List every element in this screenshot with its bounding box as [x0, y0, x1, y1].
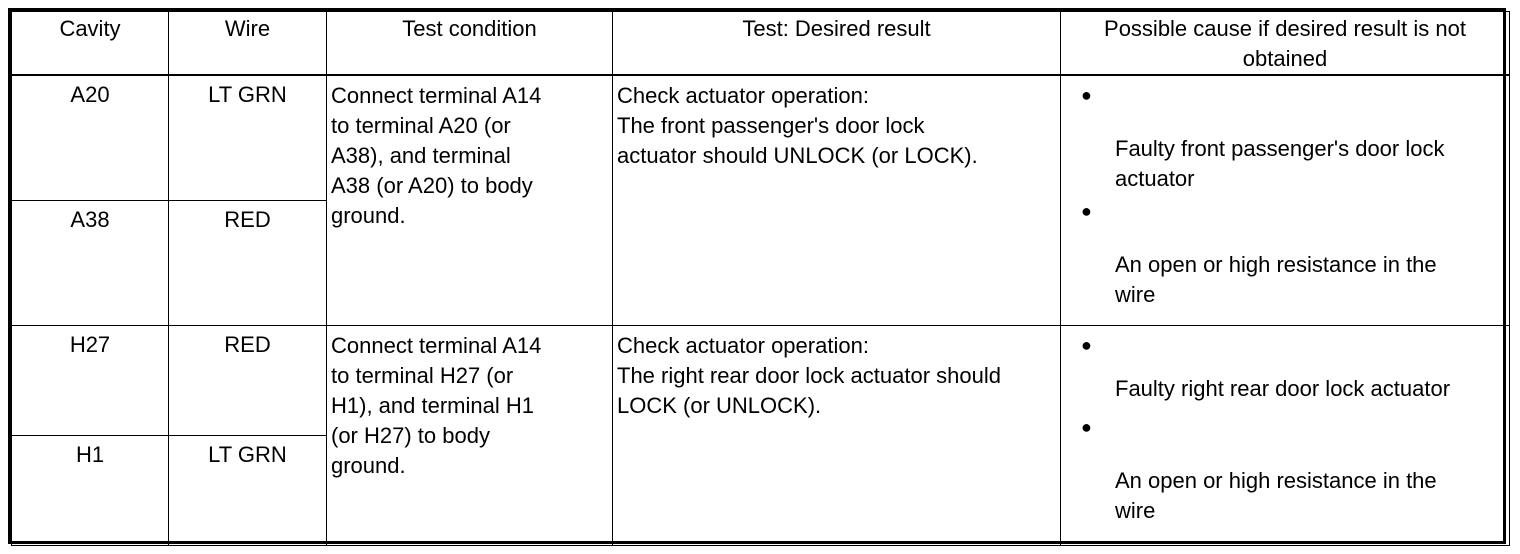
- cavity-cell: H1: [12, 435, 169, 545]
- cavity-cell: A38: [12, 200, 169, 325]
- desired-result-cell: [613, 325, 1061, 545]
- condition-line: to terminal A20 (or: [331, 113, 511, 138]
- test-condition-cell: [327, 325, 613, 545]
- bullet-icon: ●: [1081, 334, 1092, 355]
- header-possible-cause-line2: obtained: [1242, 46, 1328, 71]
- condition-line: ground.: [331, 203, 406, 228]
- desired-result-cell: [613, 75, 1061, 325]
- wire-cell: LT GRN: [169, 435, 327, 545]
- bullet-icon: ●: [1081, 85, 1092, 105]
- header-cavity: Cavity: [12, 12, 169, 76]
- cause-item: [1081, 134, 1503, 194]
- bullet-icon: ●: [1081, 201, 1092, 221]
- condition-line: Connect terminal A14: [331, 83, 542, 108]
- cause-line: wire: [1115, 282, 1156, 307]
- result-line: Check actuator operation:: [617, 83, 869, 108]
- cause-line: Faulty right rear door lock actuator: [1115, 375, 1451, 401]
- result-line: The front passenger's door lock: [617, 113, 925, 138]
- result-line: Check actuator operation:: [617, 332, 869, 358]
- cause-item: [1081, 374, 1503, 404]
- cavity-cell: H27: [12, 325, 169, 435]
- header-row: [12, 12, 1510, 76]
- cause-item: [1081, 250, 1503, 310]
- condition-line: A38 (or A20) to body: [331, 173, 533, 198]
- condition-line: Connect terminal A14: [331, 332, 542, 358]
- diagnostic-table-frame: [8, 8, 1506, 544]
- table-row: [12, 75, 1510, 200]
- header-wire: Wire: [169, 12, 327, 76]
- header-test-condition: Test condition: [327, 12, 613, 76]
- cavity-cell: A20: [12, 75, 169, 200]
- result-line: actuator should UNLOCK (or LOCK).: [617, 143, 978, 168]
- cause-line: Faulty front passenger's door lock: [1115, 136, 1445, 161]
- cause-line: An open or high resistance in the: [1115, 467, 1437, 493]
- table-row: [12, 325, 1510, 435]
- result-line: The right rear door lock actuator should: [617, 362, 1001, 388]
- possible-cause-cell: [1061, 75, 1510, 325]
- result-line: LOCK (or UNLOCK).: [617, 392, 822, 418]
- wire-cell: LT GRN: [169, 75, 327, 200]
- cause-item: [1081, 466, 1503, 526]
- condition-line: to terminal H27 (or: [331, 362, 514, 388]
- condition-line: A38), and terminal: [331, 143, 511, 168]
- cause-line: An open or high resistance in the: [1115, 252, 1437, 277]
- condition-line: (or H27) to body: [331, 422, 490, 448]
- header-desired-result: Test: Desired result: [613, 12, 1061, 76]
- wire-cell: RED: [169, 200, 327, 325]
- test-condition-cell: [327, 75, 613, 325]
- condition-line: H1), and terminal H1: [331, 392, 534, 418]
- wire-cell: RED: [169, 325, 327, 435]
- possible-cause-cell: [1061, 325, 1510, 545]
- condition-line: ground.: [331, 452, 406, 478]
- cause-line: actuator: [1115, 166, 1195, 191]
- header-possible-cause-line1: Possible cause if desired result is not: [1104, 16, 1466, 41]
- cause-line: wire: [1115, 497, 1156, 523]
- header-possible-cause: [1061, 12, 1510, 76]
- bullet-icon: ●: [1081, 416, 1092, 437]
- diagnostic-table: [11, 11, 1510, 546]
